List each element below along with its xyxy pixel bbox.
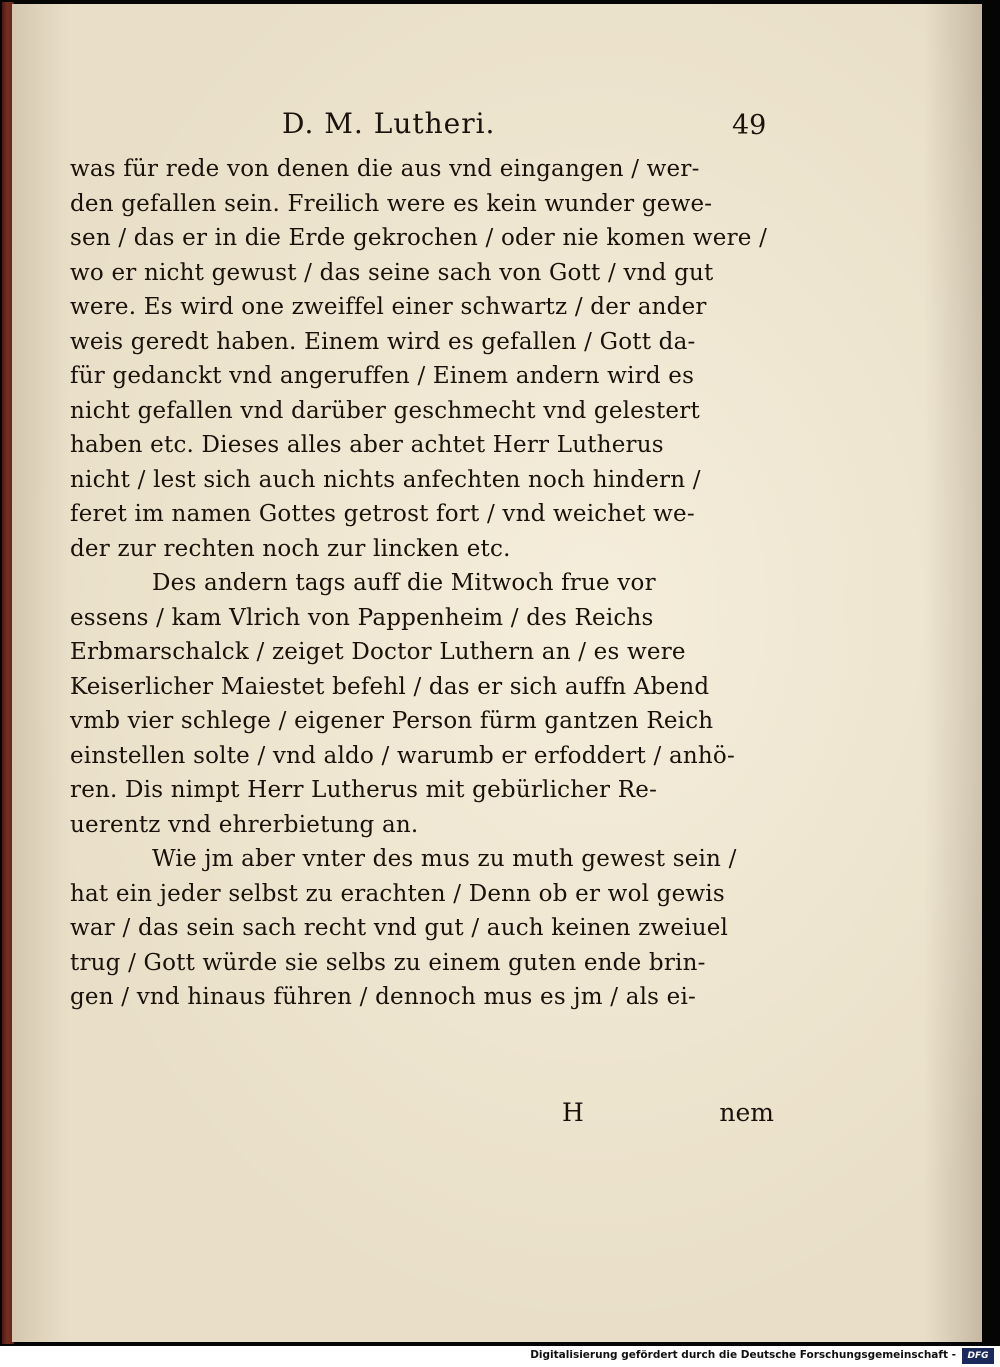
signature-mark: H — [562, 1098, 584, 1127]
text-line: haben etc. Dieses alles aber achtet Herr Lutherus — [70, 432, 664, 458]
page-number: 49 — [732, 110, 767, 141]
text-line: trug / Gott würde sie selbs zu einem guten ende brin- — [70, 949, 706, 976]
text-line: ren. Dis nimpt Herr Lutherus mit gebürlicher Re- — [70, 777, 658, 803]
text-line: nicht / lest sich auch nichts anfechten noch hindern / — [70, 466, 701, 493]
catch-row — [70, 1098, 780, 1138]
catchword: nem — [719, 1098, 774, 1127]
text-line: uerentz vnd ehrerbietung an. — [70, 811, 419, 838]
text-line-indented: Des andern tags auff die Mitwoch frue vor — [152, 570, 656, 596]
running-head: D. M. Lutheri. — [282, 107, 496, 140]
footer-bar — [0, 1346, 1000, 1367]
dfg-logo: DFG — [962, 1348, 994, 1364]
text-line: essens / kam Vlrich von Pappenheim / des Reichs — [70, 604, 654, 631]
text-line: vmb vier schlege / eigener Person fürm gantzen Reich — [70, 708, 714, 734]
text-line: Erbmarschalck / zeiget Doctor Luthern an / es were — [70, 639, 686, 665]
text-line: feret im namen Gottes getrost fort / vnd weichet we- — [70, 501, 695, 527]
text-line: den gefallen sein. Freilich were es kein wunder gewe- — [70, 190, 713, 217]
text-line: war / das sein sach recht vnd gut / auch keinen zweiuel — [70, 915, 729, 941]
book-page — [12, 4, 982, 1342]
text-line: der zur rechten noch zur lincken etc. — [70, 535, 511, 562]
text-line: was für rede von denen die aus vnd eingangen / wer- — [70, 156, 700, 182]
text-line: sen / das er in die Erde gekrochen / oder nie komen were / — [70, 225, 768, 251]
text-line: wo er nicht gewust / das seine sach von Gott / vnd gut — [70, 259, 714, 286]
text-line: hat ein jeder selbst zu erachten / Denn ob er wol gewis — [70, 880, 725, 907]
text-line-indented: Wie jm aber vnter des mus zu muth gewest sein / — [152, 846, 737, 872]
text-line: were. Es wird one zweiffel einer schwartz / der ander — [70, 294, 707, 320]
text-line: weis geredt haben. Einem wird es gefallen / Gott da- — [70, 328, 696, 355]
body-text — [70, 152, 780, 1015]
text-line: nicht gefallen vnd darüber geschmecht vnd gelestert — [70, 397, 700, 424]
text-line: für gedanckt vnd angeruffen / Einem andern wird es — [70, 363, 695, 389]
funding-credit: Digitalisierung gefördert durch die Deutsche Forschungsgemeinschaft - — [530, 1349, 956, 1361]
text-line: gen / vnd hinaus führen / dennoch mus es jm / als ei- — [70, 984, 697, 1010]
text-line: Keiserlicher Maiestet befehl / das er sich auffn Abend — [70, 673, 710, 700]
text-line: einstellen solte / vnd aldo / warumb er erfoddert / anhö- — [70, 742, 735, 769]
